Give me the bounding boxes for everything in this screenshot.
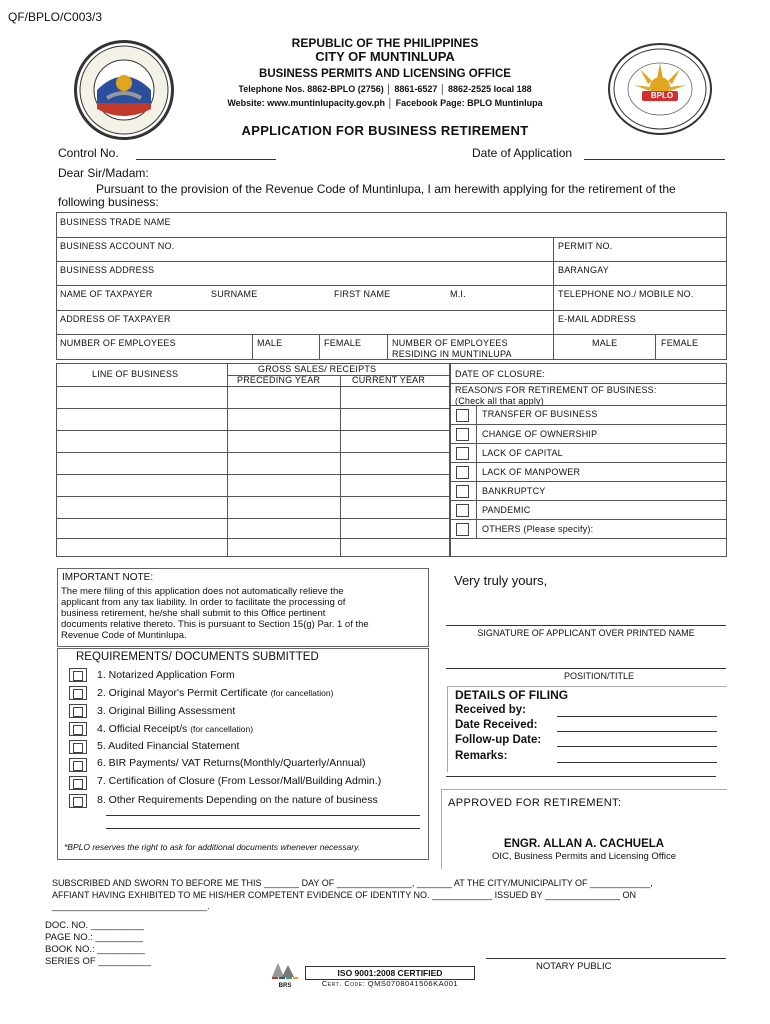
requirement-8 xyxy=(97,794,378,806)
requirement-8-text: 8. Other Requirements Depending on the nature of business xyxy=(97,794,378,806)
follow-up-field[interactable] xyxy=(557,746,717,747)
brs-mark-icon xyxy=(270,961,300,979)
req-checkbox-1[interactable] xyxy=(69,668,87,682)
reason-pandemic: PANDEMIC xyxy=(482,505,531,515)
date-of-closure-label: DATE OF CLOSURE: xyxy=(455,369,546,379)
brs-logo xyxy=(270,961,300,987)
note-line-5: Revenue Code of Muntinlupa. xyxy=(61,630,187,641)
page-no: PAGE NO.: _________ xyxy=(45,932,144,943)
preceding-year-label: PRECEDING YEAR xyxy=(237,375,321,385)
requirement-2 xyxy=(97,687,333,699)
oath-line-1: SUBSCRIBED AND SWORN TO BEFORE ME THIS _______ DAY OF _______________, _______ AT THE CITY/MUNICIPALITY OF ____________, xyxy=(52,878,653,888)
reason-transfer: TRANSFER OF BUSINESS xyxy=(482,409,598,419)
bplo-seal-label: BPLO xyxy=(650,91,674,100)
requirement-3-text: 3. Original Billing Assessment xyxy=(97,705,236,717)
bplo-sun-icon xyxy=(610,45,710,133)
doc-no: DOC. NO. __________ xyxy=(45,920,144,931)
intro-paragraph-2: following business: xyxy=(58,195,159,209)
permit-no-label: PERMIT NO. xyxy=(558,241,613,251)
line-of-business-table xyxy=(56,363,450,557)
requirement-4-text: 4. Official Receipt/s xyxy=(97,723,188,735)
note-line-2: applicant from any tax liability. In order to facilitate the processing of xyxy=(61,597,346,608)
requirement-6 xyxy=(97,757,365,769)
requirements-footnote: *BPLO reserves the right to ask for additional documents whenever necessary. xyxy=(64,842,361,852)
reason-lack-manpower: LACK OF MANPOWER xyxy=(482,467,581,477)
very-truly-yours: Very truly yours, xyxy=(454,573,548,588)
date-of-application-label: Date of Application xyxy=(472,146,573,160)
republic-heading: REPUBLIC OF THE PHILIPPINES xyxy=(291,36,479,50)
position-label: POSITION/TITLE xyxy=(563,671,634,681)
requirement-7 xyxy=(97,775,381,787)
requirement-2-text: 2. Original Mayor's Permit Certificate xyxy=(97,687,268,699)
male-label: MALE xyxy=(257,338,283,348)
req-checkbox-4[interactable] xyxy=(69,722,87,736)
intro-paragraph-1: Pursuant to the provision of the Revenue Code of Muntinlupa, I am herewith applying for the retirement of the xyxy=(96,182,676,196)
date-of-application-field[interactable] xyxy=(584,159,725,160)
salutation: Dear Sir/Madam: xyxy=(58,166,149,180)
cert-code: Cert. Code: QMS0708041506KA001 xyxy=(321,979,459,988)
remarks-label: Remarks: xyxy=(455,750,508,762)
reason-lack-capital: LACK OF CAPITAL xyxy=(482,448,563,458)
business-address-label: BUSINESS ADDRESS xyxy=(60,265,155,275)
barangay-label: BARANGAY xyxy=(558,265,609,275)
received-by-field[interactable] xyxy=(557,716,717,717)
line-of-business-label: LINE OF BUSINESS xyxy=(92,369,179,379)
requirement-6-text: 6. BIR Payments/ VAT Returns(Monthly/Quarterly/Annual) xyxy=(97,757,366,769)
note-line-4: documents relative thereto. This is pursuant to Section 15(g) Par. 1 of the xyxy=(61,619,369,630)
surname-label: SURNAME xyxy=(211,289,258,299)
control-no-field[interactable] xyxy=(136,159,276,160)
requirement-5-text: 5. Audited Financial Statement xyxy=(97,740,240,752)
checkbox-bankruptcy[interactable] xyxy=(456,485,469,498)
requirement-4 xyxy=(97,723,253,735)
remarks-field[interactable] xyxy=(557,762,717,763)
reason-change-ownership: CHANGE OF OWNERSHIP xyxy=(482,429,598,439)
checkbox-transfer[interactable] xyxy=(456,409,469,422)
office-heading: BUSINESS PERMITS AND LICENSING OFFICE xyxy=(259,68,511,80)
bplo-seal xyxy=(608,43,712,135)
reason-others: OTHERS (Please specify): xyxy=(482,524,594,534)
mi-label: M.I. xyxy=(450,289,466,299)
req-checkbox-8[interactable] xyxy=(69,794,87,808)
female-residing-label: FEMALE xyxy=(661,338,699,348)
document-code: QF/BPLO/C003/3 xyxy=(8,10,103,24)
remarks-field-2[interactable] xyxy=(446,776,716,777)
date-received-field[interactable] xyxy=(557,731,717,732)
oath-line-2: AFFIANT HAVING EXHIBITED TO ME HIS/HER COMPETENT EVIDENCE OF IDENTITY NO. ____________ ISSUED BY _______________ ON xyxy=(52,890,637,900)
control-no-label: Control No. xyxy=(58,146,119,160)
approver-position: OIC, Business Permits and Licensing Office xyxy=(491,851,677,862)
iso-certified: ISO 9001:2008 CERTIFIED xyxy=(305,966,475,980)
req-checkbox-5[interactable] xyxy=(69,740,87,754)
notary-public-label: NOTARY PUBLIC xyxy=(536,961,612,972)
current-year-label: CURRENT YEAR xyxy=(352,375,426,385)
account-no-label: BUSINESS ACCOUNT NO. xyxy=(60,241,175,251)
page-title: APPLICATION FOR BUSINESS RETIREMENT xyxy=(241,123,529,138)
email-label: E-MAIL ADDRESS xyxy=(558,314,636,324)
checkbox-lack-capital[interactable] xyxy=(456,447,469,460)
num-employees-label: NUMBER OF EMPLOYEES xyxy=(60,338,176,348)
filing-heading: DETAILS OF FILING xyxy=(455,688,569,702)
signature-label: SIGNATURE OF APPLICANT OVER PRINTED NAME xyxy=(477,628,695,638)
important-note-heading: IMPORTANT NOTE: xyxy=(62,572,154,583)
residing-employees-label-2: RESIDING IN MUNTINLUPA xyxy=(392,349,512,359)
req-checkbox-2[interactable] xyxy=(69,686,87,700)
requirement-4-sub: (for cancellation) xyxy=(190,724,254,734)
signature-field[interactable] xyxy=(446,625,726,626)
website-line: Website: www.muntinlupacity.gov.ph │ Facebook Page: BPLO Muntinlupa xyxy=(227,98,543,108)
city-heading: CITY OF MUNTINLUPA xyxy=(315,49,455,64)
follow-up-label: Follow-up Date: xyxy=(455,734,542,746)
first-name-label: FIRST NAME xyxy=(334,289,391,299)
checkbox-change-ownership[interactable] xyxy=(456,428,469,441)
approved-heading: APPROVED FOR RETIREMENT: xyxy=(448,797,622,809)
position-field[interactable] xyxy=(446,668,726,669)
taxpayer-address-label: ADDRESS OF TAXPAYER xyxy=(60,314,171,324)
telephone-numbers: Telephone Nos. 8862-BPLO (2756) │ 8861-6527 │ 8862-2525 local 188 xyxy=(238,84,532,94)
taxpayer-name-label: NAME OF TAXPAYER xyxy=(60,289,153,299)
female-label: FEMALE xyxy=(324,338,362,348)
requirement-1 xyxy=(97,669,235,681)
reason-bankruptcy: BANKRUPTCY xyxy=(482,486,546,496)
book-no: BOOK NO.: _________ xyxy=(45,944,145,955)
requirement-7-text: 7. Certification of Closure (From Lessor/Mall/Building Admin.) xyxy=(97,775,382,787)
note-line-1: The mere filing of this application does not automatically relieve the xyxy=(61,586,344,597)
checkbox-pandemic[interactable] xyxy=(456,504,469,517)
gross-sales-label: GROSS SALES/ RECEIPTS xyxy=(258,364,377,374)
oath-line-3: _______________________________. xyxy=(52,901,210,911)
requirements-heading: REQUIREMENTS/ DOCUMENTS SUBMITTED xyxy=(76,651,319,663)
requirement-2-sub: (for cancellation) xyxy=(270,688,334,698)
notary-signature-line[interactable] xyxy=(486,958,726,959)
checkbox-lack-manpower[interactable] xyxy=(456,466,469,479)
trade-name-label: BUSINESS TRADE NAME xyxy=(60,217,171,227)
residing-employees-label-1: NUMBER OF EMPLOYEES xyxy=(392,338,508,348)
note-line-3: business retirement, he/she shall submit to this Office pertinent xyxy=(61,608,326,619)
brs-label: BRS xyxy=(278,983,292,989)
reasons-label-1: REASON/S FOR RETIREMENT OF BUSINESS: xyxy=(455,385,657,395)
requirement-3 xyxy=(97,705,235,717)
male-residing-label: MALE xyxy=(592,338,618,348)
req-checkbox-7[interactable] xyxy=(69,776,87,790)
requirement-1-text: 1. Notarized Application Form xyxy=(97,669,235,681)
req-checkbox-6[interactable] xyxy=(69,758,87,772)
requirement-5 xyxy=(97,740,239,752)
received-by-label: Received by: xyxy=(455,704,526,716)
req-checkbox-3[interactable] xyxy=(69,704,87,718)
telephone-label: TELEPHONE NO./ MOBILE NO. xyxy=(558,289,694,299)
checkbox-others[interactable] xyxy=(456,523,469,536)
other-req-line-2[interactable] xyxy=(106,828,420,829)
approver-name: ENGR. ALLAN A. CACHUELA xyxy=(503,838,665,850)
series-of: SERIES OF __________ xyxy=(45,956,152,967)
reasons-label-2: (Check all that apply) xyxy=(455,396,544,406)
date-received-label: Date Received: xyxy=(455,719,538,731)
other-req-line-1[interactable] xyxy=(106,815,420,816)
